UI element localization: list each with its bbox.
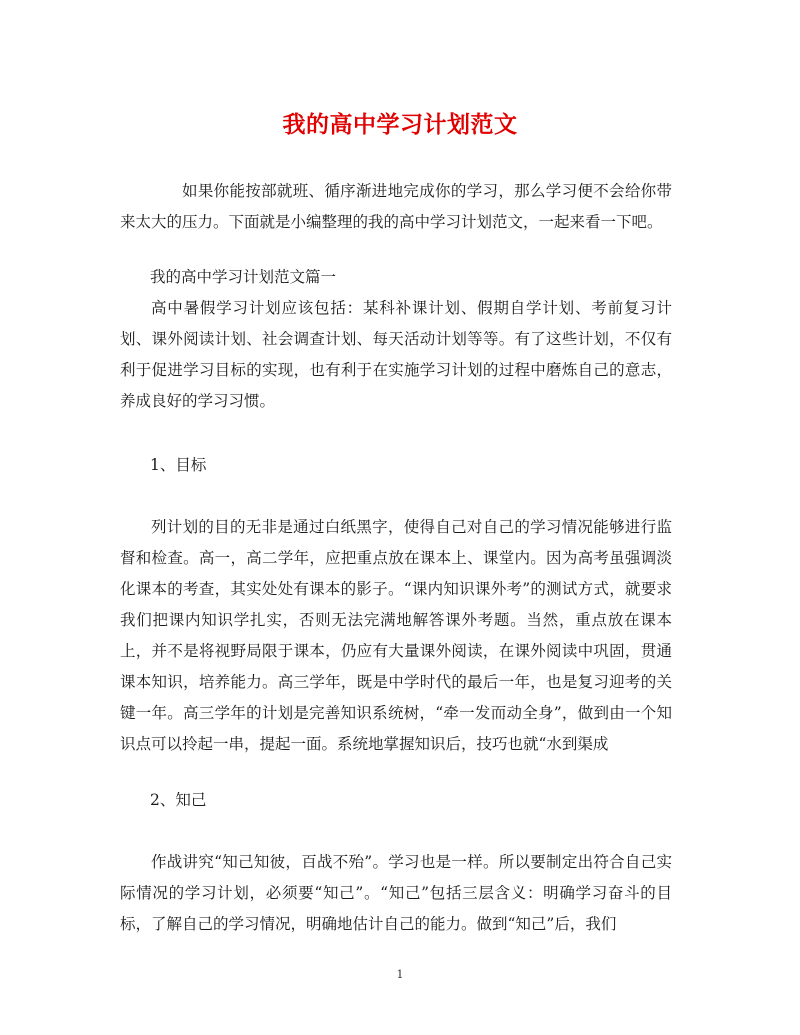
document-title: 我的高中学习计划范文 [282,111,518,138]
intro-paragraph: 如果你能按部就班、循序渐进地完成你的学习，那么学习便不会给你带来太大的压力。下面就是小编整理的我的高中学习计划范文，一起来看一下吧。 [120,182,672,231]
section-paragraph: 高中暑假学习计划应该包括：某科补课计划、假期自学计划、考前复习计划、课外阅读计划、社会调查计划、每天活动计划等等。有了这些计划，不仅有利于促进学习目标的实现，也有利于在实施学习计划的过程中磨炼自己的意志，养成良好的学习习惯。 [120,299,672,410]
goal-paragraph: 列计划的目的无非是通过白纸黑字，使得自己对自己的学习情况能够进行监督和检查。高一，高二学年，应把重点放在课本上、课堂内。因为高考虽强调淡化课本的考查，其实处处有课本的影子。“课内知识课外考”的测试方式，就要求我们把课内知识学扎实，否则无法完满地解答课外考题。当然，重点放在课本上，并不是将视野局限于课本，仍应有大量课外阅读，在课外阅读中巩固，贯通课本知识，培养能力。高三学年，既是中学时代的最后一年，也是复习迎考的关键一年。高三学年的计划是完善知识系统树，“牵一发而动全身”，做到由一个知识点可以拎起一串，提起一面。系统地掌握知识后，技巧也就“水到渠成 [120,518,672,753]
page-number: 1 [396,968,404,981]
heading-goal: 1、目标 [150,456,207,474]
heading-know-yourself: 2、知己 [150,791,207,809]
know-yourself-paragraph: 作战讲究“知己知彼，百战不殆”。学习也是一样。所以要制定出符合自己实际情况的学习计划，必须要“知己”。“知己”包括三层含义：明确学习奋斗的目标，了解自己的学习情况，明确地估计自己的能力。做到“知己”后，我们 [120,853,672,933]
section-title: 我的高中学习计划范文篇一 [150,268,337,286]
